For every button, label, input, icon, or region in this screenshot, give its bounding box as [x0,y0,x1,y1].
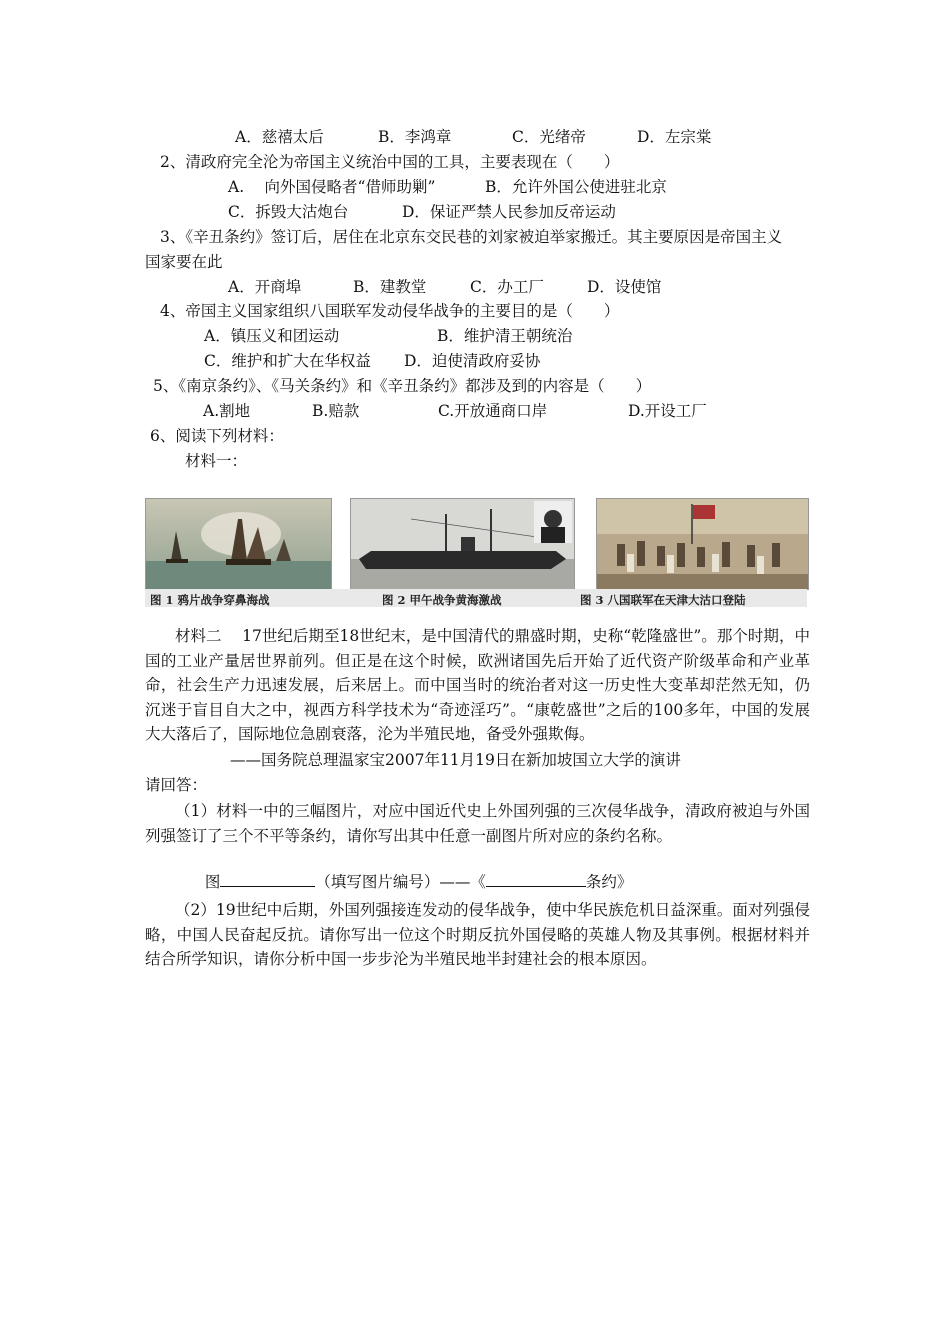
q2-option-c: C．拆毁大沽炮台 [228,203,349,221]
q1-option-a: A．慈禧太后 [235,128,324,146]
q4-option-a: A．镇压义和团运动 [204,327,340,345]
q3-option-c: C．办工厂 [470,278,544,296]
treaty-name-blank[interactable] [486,870,586,887]
figure-3-image [596,498,809,590]
q4-option-d: D．迫使清政府妥协 [404,352,541,370]
q1-option-d: D．左宗棠 [637,128,712,146]
q4-stem: 4、帝国主义国家组织八国联军发动侵华战争的主要目的是（ ） [160,302,620,320]
q5-option-b: B.赔款 [312,402,360,420]
q3-stem-line1: 3、《辛丑条约》签订后，居住在北京东交民巷的刘家被迫举家搬迁。其主要原因是帝国主义 [160,228,783,246]
q4-option-b: B．维护清王朝统治 [437,327,573,345]
q2-stem: 2、清政府完全沦为帝国主义统治中国的工具，主要表现在（ ） [160,153,620,171]
q2-option-a: A. 向外国侵略者“借师助剿” [228,178,436,196]
figure-2-image [350,498,575,590]
q5-option-d: D.开设工厂 [628,402,707,420]
answer-prompt: 请回答： [145,776,208,794]
figure-number-blank[interactable] [220,870,315,887]
q1-option-b: B．李鸿章 [378,128,452,146]
q6-stem: 6、阅读下列材料： [150,427,284,445]
q5-option-c: C.开放通商口岸 [438,402,548,420]
material1-label: 材料一： [185,452,248,470]
figure-1-caption: 图 1 鸦片战争穿鼻海战 [150,593,270,607]
figure-1-image [145,498,332,590]
material2-source: ——国务院总理温家宝2007年11月19日在新加坡国立大学的演讲 [230,751,681,769]
q3-option-b: B．建教堂 [353,278,427,296]
material2-paragraph: 材料二 17世纪后期至18世纪末，是中国清代的鼎盛时期，史称“乾隆盛世”。那个时期，中国的工业产量居世界前列。但正是在这个时候，欧洲诸国先后开始了近代资产阶级革命和产业革命，社会生产力迅速发展，后来居上。而中国当时的统治者对这一历史性大变革却茫然无知，仍沉迷于盲目自大之中，视西方科学技术为“奇迹淫巧”。“康乾盛世”之后的100多年，中国的发展大大落后了，国际地位急剧衰落，沦为半殖民地，备受外强欺侮。 [145,627,810,743]
figure-3-caption: 图 3 八国联军在天津大沽口登陆 [580,593,746,607]
fill-prefix: 图 [204,873,221,891]
q3-stem-line2: 国家要在此 [145,253,223,271]
q3-option-d: D．设使馆 [587,278,662,296]
q5-option-a: A.割地 [203,402,251,420]
subquestion-1: （1）材料一中的三幅图片，对应中国近代史上外国列强的三次侵华战争，清政府被迫与外国列强签订了三个不平等条约，请你写出其中任意一副图片所对应的条约名称。 [145,802,810,845]
figure-2-caption: 图 2 甲午战争黄海激战 [382,593,502,607]
q1-option-c: C．光绪帝 [512,128,586,146]
subquestion-2: （2）19世纪中后期，外国列强接连发动的侵华战争，使中华民族危机日益深重。面对列强侵略，中国人民奋起反抗。请你写出一位这个时期反抗外国侵略的英雄人物及其事例。根据材料并结合所学知识，请你分析中国一步步沦为半殖民地半封建社会的根本原因。 [145,901,810,968]
q2-option-b: B．允许外国公使进驻北京 [485,178,667,196]
fill-in-line [195,850,632,892]
q4-option-c: C．维护和扩大在华权益 [204,352,371,370]
fill-suffix: 条约》 [585,873,633,891]
fill-middle: （填写图片编号）——《 [315,873,486,891]
q5-stem: 5、《南京条约》、《马关条约》和《辛丑条约》都涉及到的内容是（ ） [153,377,652,395]
q2-option-d: D．保证严禁人民参加反帝运动 [402,203,616,221]
q3-option-a: A．开商埠 [228,278,302,296]
